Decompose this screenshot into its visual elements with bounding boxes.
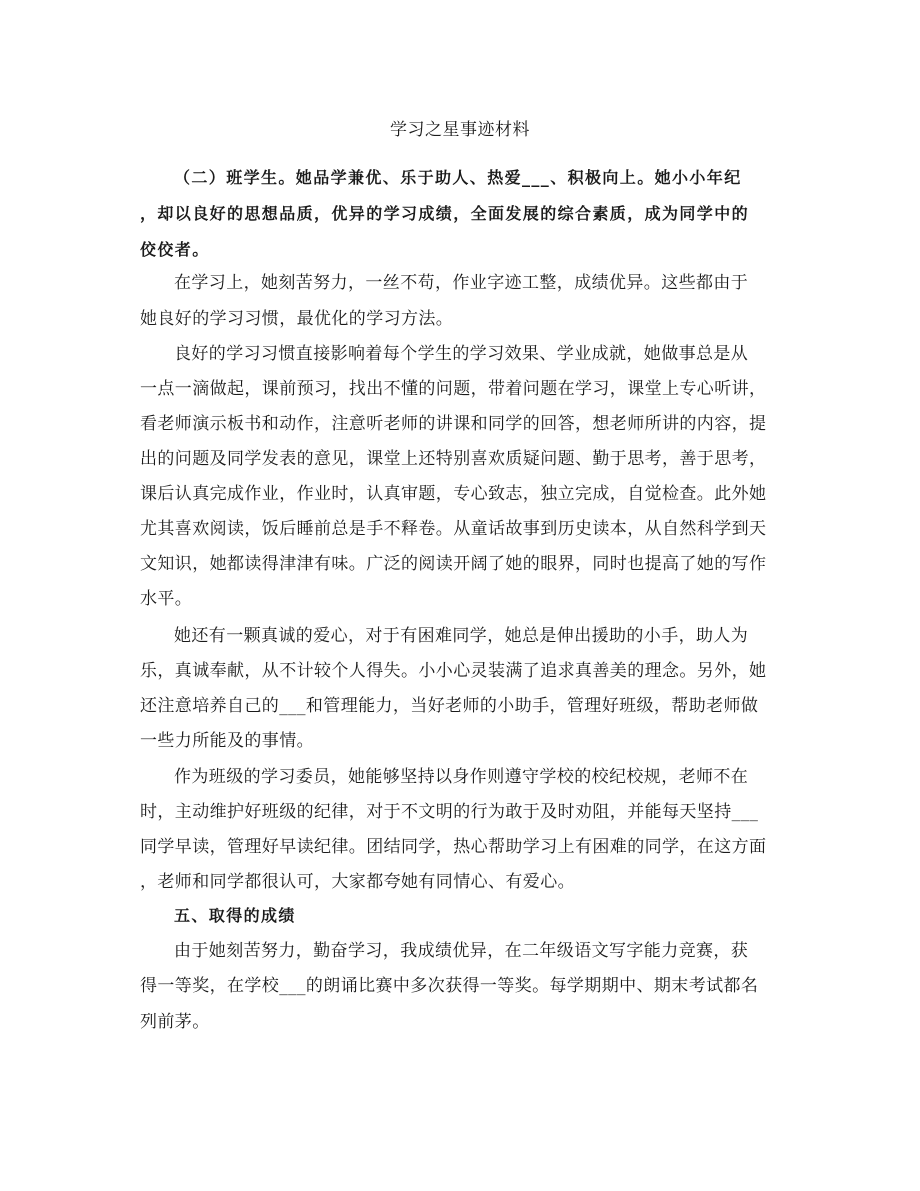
paragraph-line: 时，主动维护好班级的纪律，对于不文明的行为敢于及时劝阻，并能每天坚持___ xyxy=(140,802,759,822)
paragraph-line: 文知识，她都读得津津有味。广泛的阅读开阔了她的眼界，同时也提高了她的写作 xyxy=(140,554,767,574)
paragraph-line: 乐，真诚奉献，从不计较个人得失。小小心灵装满了追求真善美的理念。另外，她 xyxy=(140,661,767,681)
paragraph-line: 一些力所能及的事情。 xyxy=(140,731,314,751)
paragraph-line: 看老师演示板书和动作，注意听老师的讲课和同学的回答，想老师所讲的内容，提 xyxy=(140,414,767,434)
paragraph-line: 尤其喜欢阅读，饭后睡前总是手不释卷。从童话故事到历史读本，从自然科学到天 xyxy=(140,519,767,539)
paragraph-line: 列前茅。 xyxy=(140,1012,210,1032)
paragraph-line: 她还有一颗真诚的爱心，对于有困难同学，她总是伸出援助的小手，助人为 xyxy=(174,626,749,646)
paragraph-line: 佼佼者。 xyxy=(140,240,210,259)
paragraph-line: 课后认真完成作业，作业时，认真审题，专心致志，独立完成，自觉检查。此外她 xyxy=(140,484,767,504)
paragraph-line: ，老师和同学都很认可，大家都夸她有同情心、有爱心。 xyxy=(140,872,575,892)
paragraph-line: 还注意培养自己的___和管理能力，当好老师的小助手，管理好班级，帮助老师做 xyxy=(140,696,759,716)
section-heading: 五、取得的成绩 xyxy=(174,906,296,925)
paragraph-line: 得一等奖，在学校___的朗诵比赛中多次获得一等奖。每学期期中、期末考试都名 xyxy=(140,976,759,996)
paragraph-line: 良好的学习习惯直接影响着每个学生的学习效果、学业成就，她做事总是从 xyxy=(174,344,749,364)
paragraph-line: 在学习上，她刻苦努力，一丝不苟，作业字迹工整，成绩优异。这些都由于 xyxy=(174,273,749,293)
paragraph-line: 出的问题及同学发表的意见，课堂上还特别喜欢质疑问题、勤于思考，善于思考， xyxy=(140,449,767,469)
paragraph-line: （二）班学生。她品学兼优、乐于助人、热爱___、积极向上。她小小年纪 xyxy=(174,168,742,187)
paragraph-line: ，却以良好的思想品质，优异的学习成绩，全面发展的综合素质，成为同学中的 xyxy=(140,204,750,223)
paragraph-line: 她良好的学习习惯，最优化的学习方法。 xyxy=(140,309,454,329)
paragraph-line: 同学早读，管理好早读纪律。团结同学，热心帮助学习上有困难的同学，在这方面 xyxy=(140,837,767,857)
paragraph-line: 由于她刻苦努力，勤奋学习，我成绩优异，在二年级语文写字能力竞赛，获 xyxy=(174,941,749,961)
paragraph-line: 作为班级的学习委员，她能够坚持以身作则遵守学校的校纪校规，老师不在 xyxy=(174,767,749,787)
document-title: 学习之星事迹材料 xyxy=(390,120,530,140)
paragraph-line: 一点一滴做起，课前预习，找出不懂的问题，带着问题在学习，课堂上专心听讲， xyxy=(140,379,767,399)
paragraph-line: 水平。 xyxy=(140,589,193,609)
